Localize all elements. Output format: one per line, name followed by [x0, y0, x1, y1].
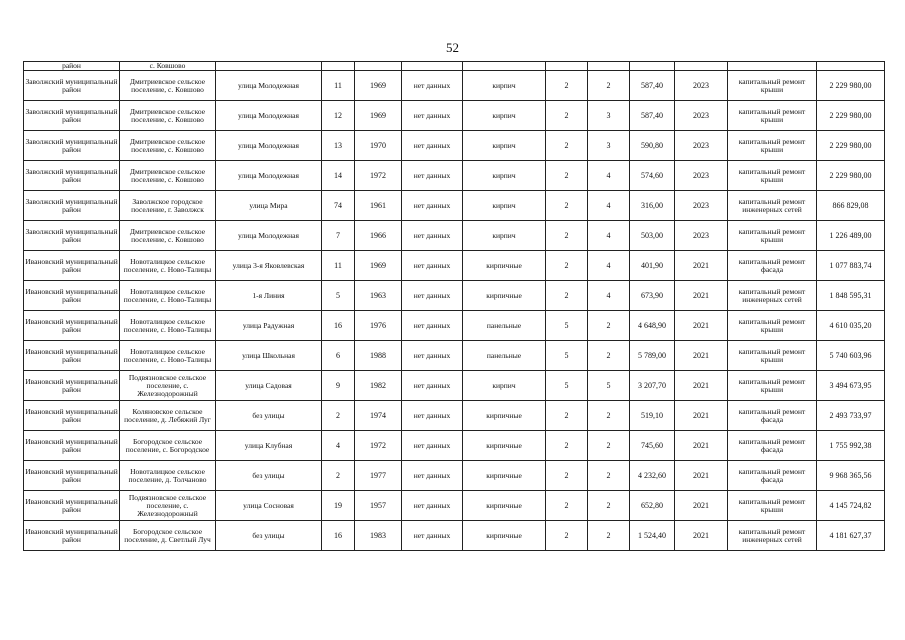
cell-wall-material: кирпич — [463, 371, 546, 401]
cell-empty — [355, 62, 402, 71]
cell-cost: 4 181 627,37 — [817, 521, 885, 551]
cell-house-number: 5 — [322, 281, 355, 311]
cell-municipality: Ивановский муниципальный район — [24, 371, 120, 401]
cell-municipality: Ивановский муниципальный район — [24, 521, 120, 551]
cell-data-status: нет данных — [402, 491, 463, 521]
cell-entrances: 2 — [588, 71, 630, 101]
cell-data-status: нет данных — [402, 371, 463, 401]
table-row — [24, 191, 885, 221]
cell-municipality: Заволжский муниципальный район — [24, 71, 120, 101]
cell-year-built: 1969 — [355, 71, 402, 101]
cell-floors: 2 — [546, 71, 588, 101]
cell-floors: 2 — [546, 401, 588, 431]
cell-entrances: 3 — [588, 131, 630, 161]
cell-wall-material: кирпичные — [463, 461, 546, 491]
cell-entrances: 2 — [588, 461, 630, 491]
cell-settlement: Дмитриевское сельское поселение, с. Ковшово — [120, 131, 216, 161]
cell-street: без улицы — [216, 521, 322, 551]
cell-entrances: 3 — [588, 101, 630, 131]
table-row — [24, 461, 885, 491]
cell-repair-year: 2021 — [675, 401, 728, 431]
table-row — [24, 101, 885, 131]
cell-data-status: нет данных — [402, 431, 463, 461]
cell-house-number: 2 — [322, 401, 355, 431]
cell-wall-material: панельные — [463, 311, 546, 341]
cell-municipality: Ивановский муниципальный район — [24, 491, 120, 521]
cell-area: 5 789,00 — [630, 341, 675, 371]
cell-data-status: нет данных — [402, 341, 463, 371]
cell-cost: 866 829,08 — [817, 191, 885, 221]
cell-entrances: 2 — [588, 431, 630, 461]
cell-repair-year: 2023 — [675, 131, 728, 161]
cell-floors: 2 — [546, 521, 588, 551]
cell-street: улица Радужная — [216, 311, 322, 341]
cell-repair-type: капитальный ремонт инженерных сетей — [728, 281, 817, 311]
cell-year-built: 1972 — [355, 161, 402, 191]
cell-year-built: 1974 — [355, 401, 402, 431]
cell-municipality: Заволжский муниципальный район — [24, 221, 120, 251]
cell-year-built: 1969 — [355, 101, 402, 131]
cell-settlement: Дмитриевское сельское поселение, с. Ковшово — [120, 221, 216, 251]
cell-floors: 2 — [546, 131, 588, 161]
cell-wall-material: кирпичные — [463, 431, 546, 461]
cell-settlement: с. Ковшово — [120, 62, 216, 71]
cell-year-built: 1963 — [355, 281, 402, 311]
page-number: 52 — [446, 40, 459, 55]
cell-empty — [216, 62, 322, 71]
cell-house-number: 11 — [322, 251, 355, 281]
cell-settlement: Дмитриевское сельское поселение, с. Ковшово — [120, 161, 216, 191]
cell-municipality: Ивановский муниципальный район — [24, 311, 120, 341]
cell-street: улица Мира — [216, 191, 322, 221]
cell-repair-year: 2023 — [675, 191, 728, 221]
cell-entrances: 2 — [588, 341, 630, 371]
cell-cost: 1 848 595,31 — [817, 281, 885, 311]
cell-entrances: 2 — [588, 401, 630, 431]
cell-data-status: нет данных — [402, 71, 463, 101]
cell-repair-year: 2023 — [675, 101, 728, 131]
table-body — [24, 62, 885, 551]
cell-data-status: нет данных — [402, 101, 463, 131]
cell-area: 519,10 — [630, 401, 675, 431]
housing-repair-table — [23, 61, 885, 551]
table-row — [24, 71, 885, 101]
cell-cost: 1 077 883,74 — [817, 251, 885, 281]
cell-floors: 5 — [546, 371, 588, 401]
cell-cost: 3 494 673,95 — [817, 371, 885, 401]
cell-floors: 2 — [546, 251, 588, 281]
cell-repair-year: 2021 — [675, 251, 728, 281]
cell-cost: 9 968 365,56 — [817, 461, 885, 491]
cell-area: 503,00 — [630, 221, 675, 251]
cell-house-number: 14 — [322, 161, 355, 191]
cell-data-status: нет данных — [402, 311, 463, 341]
table-row — [24, 491, 885, 521]
cell-municipality: Ивановский муниципальный район — [24, 461, 120, 491]
cell-area: 652,80 — [630, 491, 675, 521]
cell-settlement: Дмитриевское сельское поселение, с. Ковшово — [120, 71, 216, 101]
cell-data-status: нет данных — [402, 191, 463, 221]
cell-municipality: район — [24, 62, 120, 71]
cell-repair-type: капитальный ремонт крыши — [728, 221, 817, 251]
cell-floors: 2 — [546, 431, 588, 461]
cell-municipality: Заволжский муниципальный район — [24, 101, 120, 131]
cell-empty — [322, 62, 355, 71]
cell-area: 673,90 — [630, 281, 675, 311]
cell-repair-type: капитальный ремонт фасада — [728, 251, 817, 281]
cell-area: 587,40 — [630, 71, 675, 101]
table-row — [24, 131, 885, 161]
table-row — [24, 521, 885, 551]
cell-area: 590,80 — [630, 131, 675, 161]
cell-data-status: нет данных — [402, 281, 463, 311]
table-row — [24, 281, 885, 311]
cell-empty — [728, 62, 817, 71]
cell-municipality: Ивановский муниципальный район — [24, 251, 120, 281]
cell-floors: 2 — [546, 221, 588, 251]
cell-settlement: Заволжское городское поселение, г. Заволжск — [120, 191, 216, 221]
cell-house-number: 74 — [322, 191, 355, 221]
table-row — [24, 161, 885, 191]
cell-area: 745,60 — [630, 431, 675, 461]
cell-repair-type: капитальный ремонт инженерных сетей — [728, 191, 817, 221]
cell-cost: 5 740 603,96 — [817, 341, 885, 371]
cell-house-number: 16 — [322, 521, 355, 551]
cell-settlement: Новоталицкое сельское поселение, с. Ново-Талицы — [120, 251, 216, 281]
cell-year-built: 1983 — [355, 521, 402, 551]
cell-year-built: 1961 — [355, 191, 402, 221]
cell-cost: 2 229 980,00 — [817, 161, 885, 191]
cell-street: улица Молодежная — [216, 71, 322, 101]
cell-entrances: 5 — [588, 371, 630, 401]
cell-data-status: нет данных — [402, 221, 463, 251]
cell-repair-year: 2023 — [675, 161, 728, 191]
cell-house-number: 11 — [322, 71, 355, 101]
cell-area: 4 232,60 — [630, 461, 675, 491]
cell-empty — [630, 62, 675, 71]
cell-street: улица Молодежная — [216, 131, 322, 161]
cell-repair-type: капитальный ремонт крыши — [728, 131, 817, 161]
cell-repair-type: капитальный ремонт фасада — [728, 461, 817, 491]
cell-street: без улицы — [216, 461, 322, 491]
cell-floors: 2 — [546, 461, 588, 491]
cell-floors: 2 — [546, 161, 588, 191]
cell-street: улица Молодежная — [216, 161, 322, 191]
table-row — [24, 371, 885, 401]
cell-floors: 5 — [546, 311, 588, 341]
cell-floors: 2 — [546, 101, 588, 131]
cell-municipality: Заволжский муниципальный район — [24, 131, 120, 161]
cell-entrances: 2 — [588, 491, 630, 521]
cell-wall-material: кирпичные — [463, 251, 546, 281]
cell-house-number: 9 — [322, 371, 355, 401]
table-row — [24, 401, 885, 431]
cell-house-number: 2 — [322, 461, 355, 491]
cell-municipality: Заволжский муниципальный район — [24, 191, 120, 221]
cell-cost: 2 229 980,00 — [817, 131, 885, 161]
cell-repair-year: 2021 — [675, 371, 728, 401]
cell-wall-material: кирпичные — [463, 521, 546, 551]
cell-house-number: 12 — [322, 101, 355, 131]
cell-repair-year: 2021 — [675, 311, 728, 341]
cell-repair-type: капитальный ремонт фасада — [728, 431, 817, 461]
cell-wall-material: кирпич — [463, 71, 546, 101]
cell-repair-type: капитальный ремонт крыши — [728, 161, 817, 191]
cell-empty — [546, 62, 588, 71]
cell-wall-material: кирпичные — [463, 281, 546, 311]
cell-settlement: Богородское сельское поселение, с. Богородское — [120, 431, 216, 461]
cell-street: улица Молодежная — [216, 221, 322, 251]
cell-settlement: Новоталицкое сельское поселение, с. Ново-Талицы — [120, 311, 216, 341]
cell-empty — [402, 62, 463, 71]
cell-wall-material: кирпич — [463, 191, 546, 221]
cell-year-built: 1957 — [355, 491, 402, 521]
cell-municipality: Ивановский муниципальный район — [24, 341, 120, 371]
cell-repair-year: 2021 — [675, 341, 728, 371]
cell-settlement: Подвязновское сельское поселение, с. Железнодорожный — [120, 371, 216, 401]
cell-data-status: нет данных — [402, 521, 463, 551]
cell-entrances: 2 — [588, 521, 630, 551]
cell-area: 401,90 — [630, 251, 675, 281]
cell-floors: 5 — [546, 341, 588, 371]
cell-entrances: 4 — [588, 191, 630, 221]
cell-municipality: Ивановский муниципальный район — [24, 281, 120, 311]
cell-cost: 2 229 980,00 — [817, 71, 885, 101]
cell-house-number: 19 — [322, 491, 355, 521]
cell-floors: 2 — [546, 491, 588, 521]
cell-repair-type: капитальный ремонт крыши — [728, 491, 817, 521]
table-row — [24, 221, 885, 251]
cell-repair-type: капитальный ремонт крыши — [728, 101, 817, 131]
cell-repair-type: капитальный ремонт инженерных сетей — [728, 521, 817, 551]
cell-wall-material: кирпич — [463, 221, 546, 251]
cell-street: 1-я Линия — [216, 281, 322, 311]
cell-area: 4 648,90 — [630, 311, 675, 341]
cell-wall-material: панельные — [463, 341, 546, 371]
cell-wall-material: кирпич — [463, 131, 546, 161]
cell-street: улица Садовая — [216, 371, 322, 401]
cell-year-built: 1969 — [355, 251, 402, 281]
cell-street: без улицы — [216, 401, 322, 431]
cell-repair-year: 2021 — [675, 431, 728, 461]
cell-area: 316,00 — [630, 191, 675, 221]
cell-repair-type: капитальный ремонт крыши — [728, 311, 817, 341]
cell-cost: 4 145 724,82 — [817, 491, 885, 521]
cell-repair-type: капитальный ремонт крыши — [728, 341, 817, 371]
cell-house-number: 4 — [322, 431, 355, 461]
cell-house-number: 7 — [322, 221, 355, 251]
cell-year-built: 1977 — [355, 461, 402, 491]
cell-repair-type: капитальный ремонт фасада — [728, 401, 817, 431]
cell-wall-material: кирпич — [463, 161, 546, 191]
cell-street: улица 3-я Яковлевская — [216, 251, 322, 281]
cell-municipality: Ивановский муниципальный район — [24, 401, 120, 431]
cell-floors: 2 — [546, 281, 588, 311]
table-row — [24, 341, 885, 371]
cell-repair-year: 2023 — [675, 71, 728, 101]
cell-year-built: 1970 — [355, 131, 402, 161]
cell-street: улица Клубная — [216, 431, 322, 461]
cell-repair-year: 2021 — [675, 491, 728, 521]
cell-repair-type: капитальный ремонт крыши — [728, 71, 817, 101]
cell-street: улица Школьная — [216, 341, 322, 371]
cell-settlement: Новоталицкое сельское поселение, с. Ново-Талицы — [120, 341, 216, 371]
cell-cost: 1 226 489,00 — [817, 221, 885, 251]
cell-repair-year: 2021 — [675, 281, 728, 311]
cell-year-built: 1982 — [355, 371, 402, 401]
cell-area: 3 207,70 — [630, 371, 675, 401]
cell-municipality: Заволжский муниципальный район — [24, 161, 120, 191]
table-row-continued — [24, 62, 885, 71]
cell-repair-type: капитальный ремонт крыши — [728, 371, 817, 401]
cell-entrances: 4 — [588, 251, 630, 281]
cell-house-number: 16 — [322, 311, 355, 341]
cell-year-built: 1966 — [355, 221, 402, 251]
cell-empty — [817, 62, 885, 71]
cell-street: улица Сосновая — [216, 491, 322, 521]
cell-settlement: Новоталицкое сельское поселение, с. Ново-Талицы — [120, 281, 216, 311]
cell-year-built: 1972 — [355, 431, 402, 461]
cell-repair-year: 2023 — [675, 221, 728, 251]
cell-year-built: 1988 — [355, 341, 402, 371]
cell-area: 574,60 — [630, 161, 675, 191]
cell-floors: 2 — [546, 191, 588, 221]
cell-empty — [463, 62, 546, 71]
cell-wall-material: кирпич — [463, 101, 546, 131]
cell-repair-year: 2021 — [675, 461, 728, 491]
cell-area: 587,40 — [630, 101, 675, 131]
cell-wall-material: кирпичные — [463, 491, 546, 521]
cell-settlement: Новоталицкое сельское поселение, д. Толчаново — [120, 461, 216, 491]
cell-settlement: Дмитриевское сельское поселение, с. Ковшово — [120, 101, 216, 131]
cell-cost: 4 610 035,20 — [817, 311, 885, 341]
cell-wall-material: кирпичные — [463, 401, 546, 431]
cell-entrances: 4 — [588, 281, 630, 311]
cell-area: 1 524,40 — [630, 521, 675, 551]
cell-settlement: Коляновское сельское поселение, д. Лебяжий Луг — [120, 401, 216, 431]
cell-data-status: нет данных — [402, 131, 463, 161]
table-row — [24, 311, 885, 341]
cell-data-status: нет данных — [402, 401, 463, 431]
cell-entrances: 4 — [588, 221, 630, 251]
cell-data-status: нет данных — [402, 461, 463, 491]
cell-settlement: Богородское сельское поселение, д. Светлый Луч — [120, 521, 216, 551]
cell-data-status: нет данных — [402, 161, 463, 191]
cell-house-number: 6 — [322, 341, 355, 371]
cell-repair-year: 2021 — [675, 521, 728, 551]
cell-year-built: 1976 — [355, 311, 402, 341]
cell-empty — [588, 62, 630, 71]
cell-cost: 2 229 980,00 — [817, 101, 885, 131]
cell-cost: 2 493 733,97 — [817, 401, 885, 431]
cell-settlement: Подвязновское сельское поселение, с. Железнодорожный — [120, 491, 216, 521]
cell-entrances: 2 — [588, 311, 630, 341]
cell-street: улица Молодежная — [216, 101, 322, 131]
cell-cost: 1 755 992,38 — [817, 431, 885, 461]
table-row — [24, 431, 885, 461]
cell-house-number: 13 — [322, 131, 355, 161]
cell-empty — [675, 62, 728, 71]
table-row — [24, 251, 885, 281]
cell-municipality: Ивановский муниципальный район — [24, 431, 120, 461]
cell-entrances: 4 — [588, 161, 630, 191]
cell-data-status: нет данных — [402, 251, 463, 281]
